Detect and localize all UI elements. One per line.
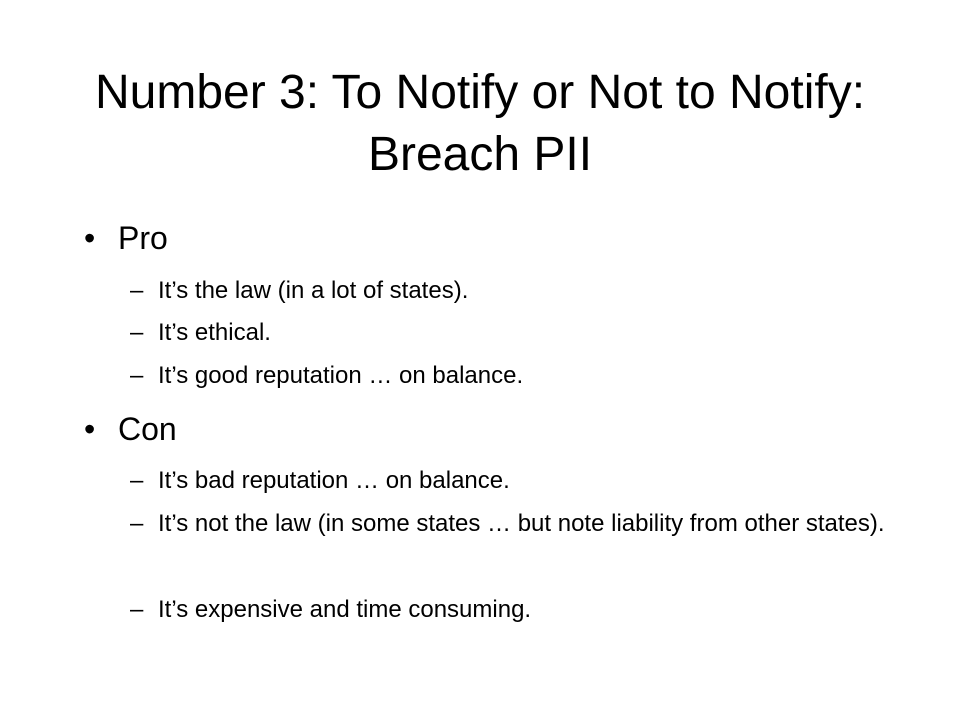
sub-bullet xyxy=(130,509,890,538)
sub-bullet-text: It’s not the law (in some states … but note liability from other states). xyxy=(158,510,885,537)
dash-icon: – xyxy=(130,467,144,494)
sub-bullet-text: It’s good reputation … on balance. xyxy=(158,362,524,389)
bullet-pro xyxy=(84,219,168,257)
slide-title: Number 3: To Notify or Not to Notify: Breach PII xyxy=(94,66,866,181)
sub-bullet xyxy=(130,361,890,390)
dash-icon: – xyxy=(130,319,144,346)
bullet-dot-icon: • xyxy=(84,411,96,447)
dash-icon: – xyxy=(130,362,144,389)
dash-icon: – xyxy=(130,277,144,304)
sub-bullet-text: It’s the law (in a lot of states). xyxy=(158,277,469,304)
sub-bullet xyxy=(130,595,890,624)
sub-bullet-text: It’s expensive and time consuming. xyxy=(158,596,532,623)
sub-bullet-text: It’s bad reputation … on balance. xyxy=(158,467,510,494)
bullet-dot-icon: • xyxy=(84,220,96,256)
dash-icon: – xyxy=(130,596,144,623)
sub-bullet xyxy=(130,466,890,495)
bullet-con xyxy=(84,410,177,448)
sub-bullet xyxy=(130,318,890,347)
bullet-label: Con xyxy=(118,411,177,447)
dash-icon: – xyxy=(130,510,144,537)
bullet-label: Pro xyxy=(118,220,168,256)
sub-bullet xyxy=(130,276,890,305)
sub-bullet-text: It’s ethical. xyxy=(158,319,271,346)
